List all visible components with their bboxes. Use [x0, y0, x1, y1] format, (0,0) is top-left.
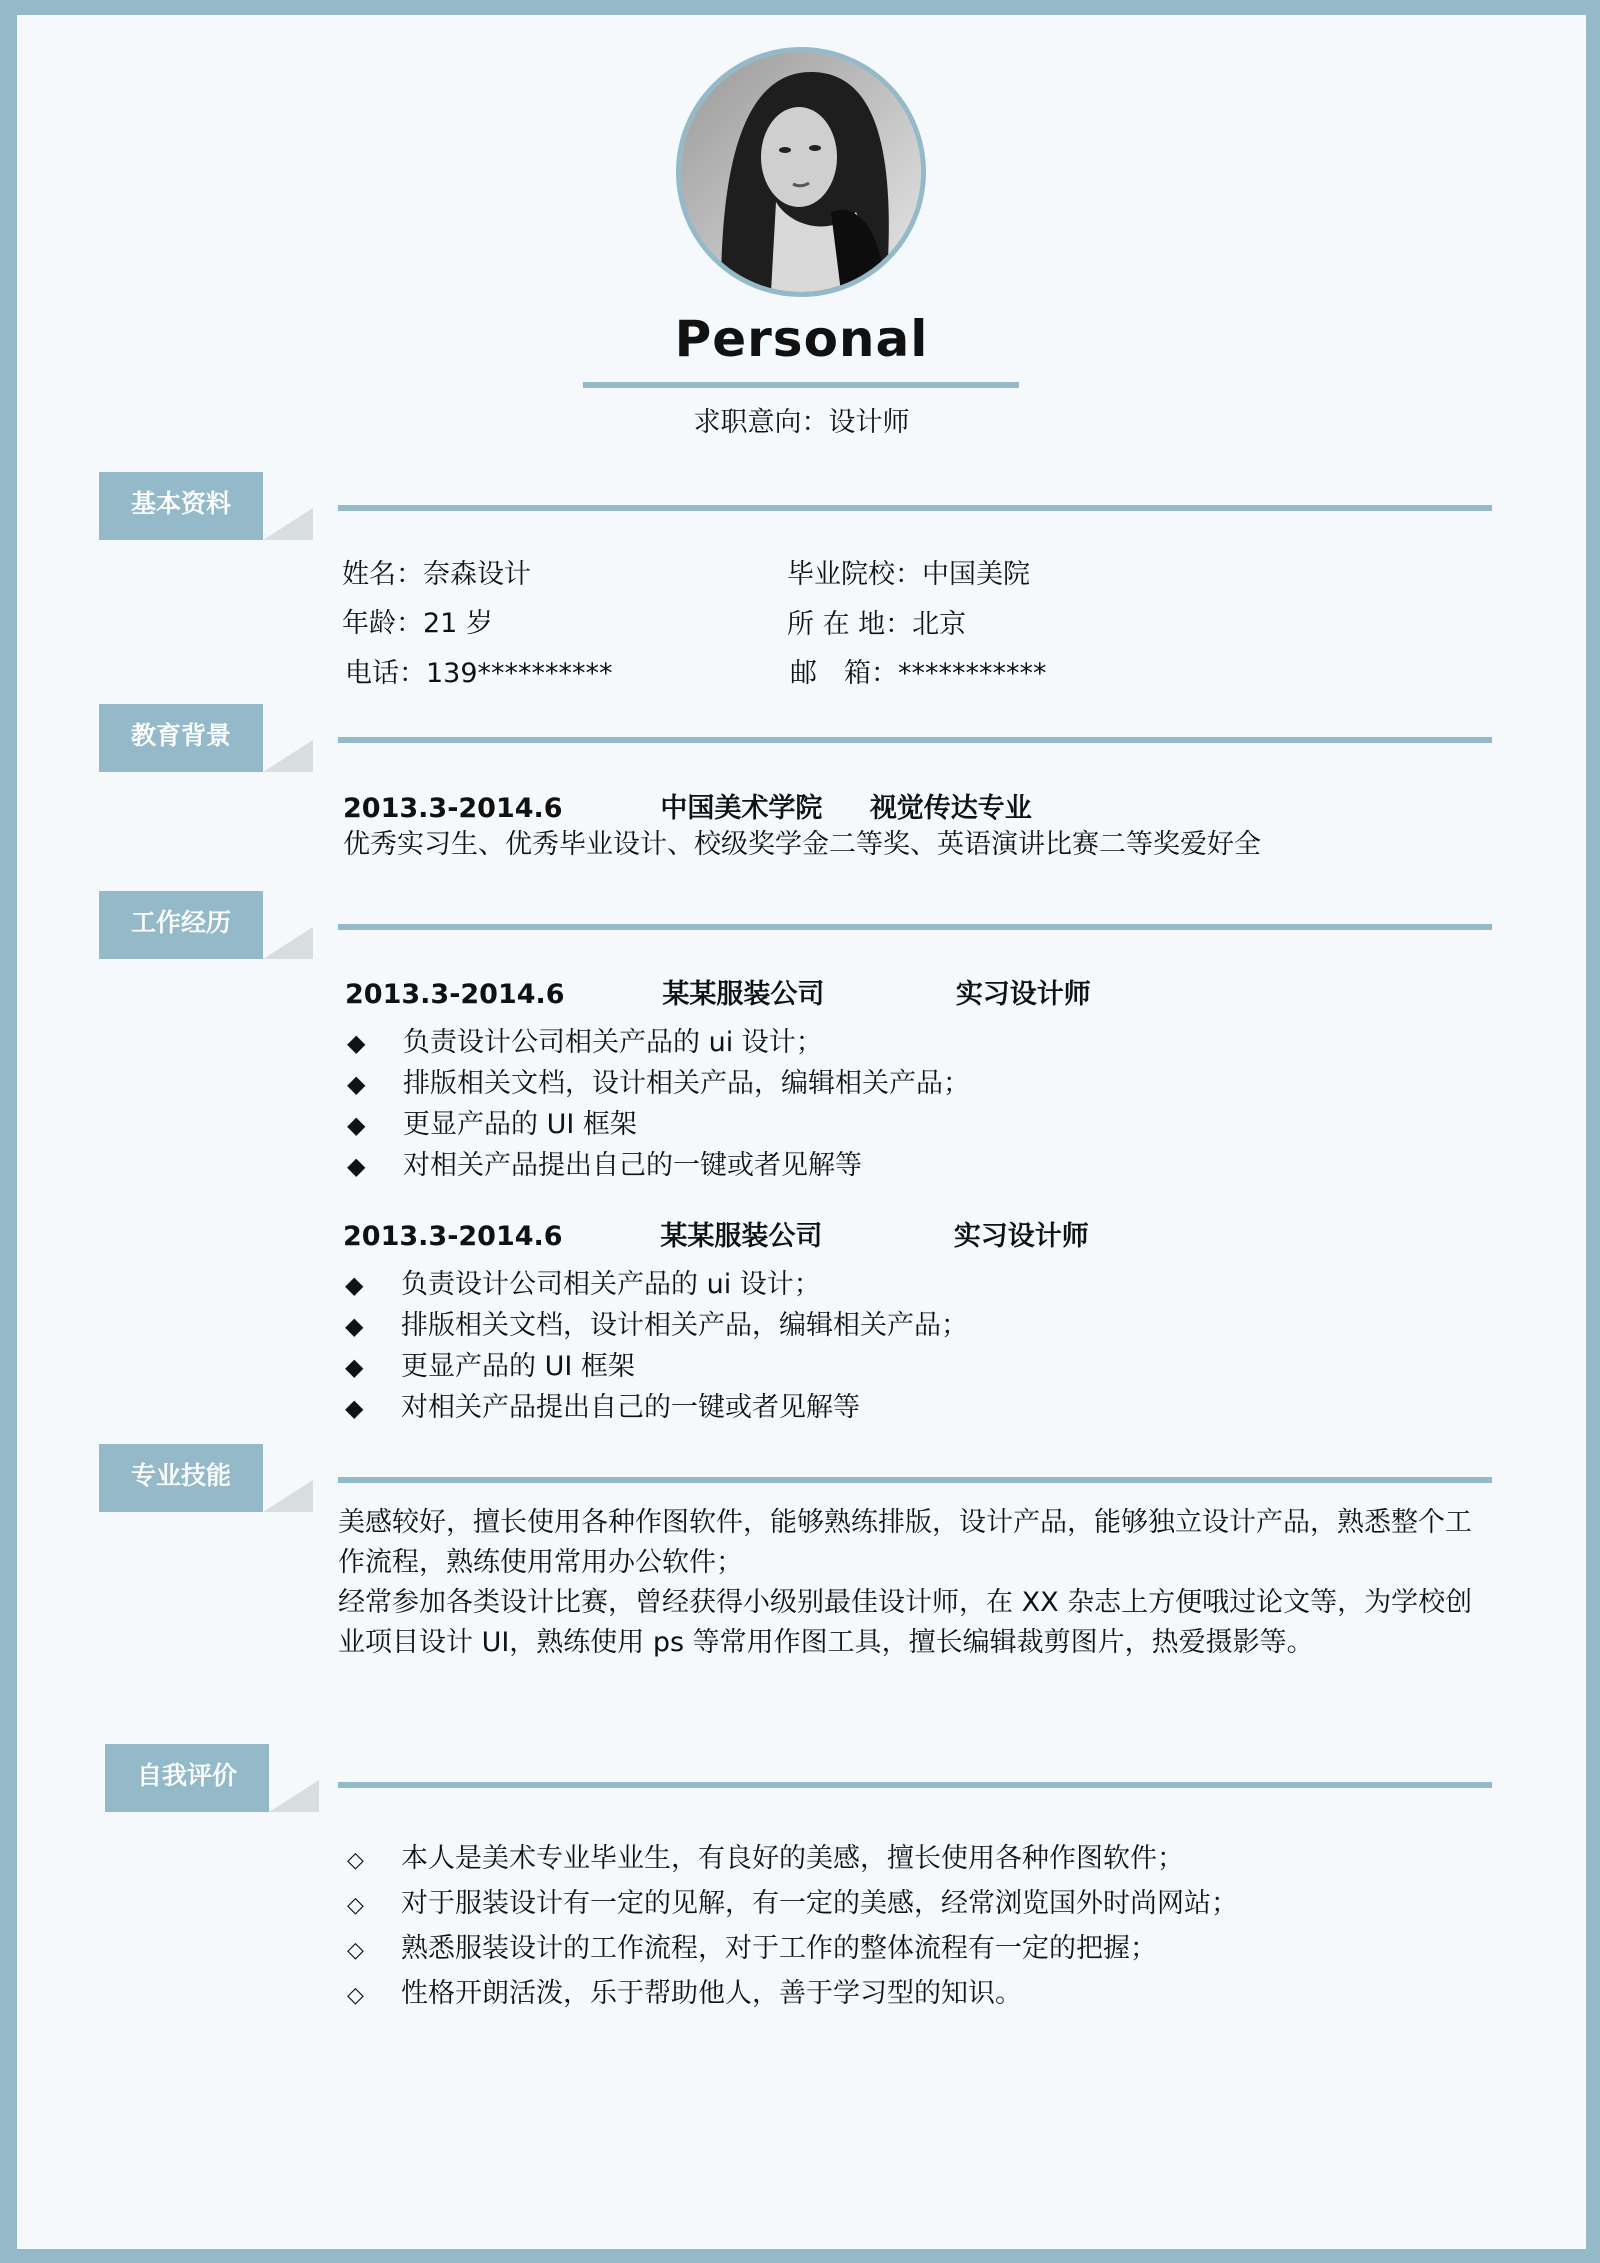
title-underline [583, 382, 1019, 388]
skills-paragraph: 美感较好，擅长使用各种作图软件，能够熟练排版，设计产品，能够独立设计产品，熟悉整个工作流程，熟练使用常用办公软件； [338, 1507, 1472, 1578]
list-item: ◇ 对于服装设计有一定的见解，有一定的美感，经常浏览国外时尚网站； [347, 1881, 1238, 1926]
hollow-diamond-bullet-icon: ◇ [347, 1893, 364, 1918]
list-item: ◆ 排版相关文档，设计相关产品，编辑相关产品； [347, 1063, 970, 1104]
list-item: ◇ 性格开朗活泼，乐于帮助他人，善于学习型的知识。 [347, 1971, 1238, 2016]
resume-name: Personal [674, 310, 929, 368]
work-period: 2013.3-2014.6 [343, 1221, 563, 1252]
diamond-bullet-icon: ◆ [347, 1029, 366, 1057]
diamond-bullet-icon: ◆ [347, 1152, 366, 1180]
info-age: 年龄：21 岁 [342, 608, 493, 639]
portrait-image [681, 52, 921, 292]
section-rule-basic [338, 505, 1492, 511]
list-item: ◇ 本人是美术专业毕业生，有良好的美感，擅长使用各种作图软件； [347, 1836, 1238, 1881]
info-phone: 电话：139********** [345, 658, 613, 689]
list-item: ◆ 负责设计公司相关产品的 ui 设计； [345, 1264, 968, 1305]
hollow-diamond-bullet-icon: ◇ [347, 1848, 364, 1873]
section-tab-work [99, 891, 263, 959]
list-item: ◆ 负责设计公司相关产品的 ui 设计； [347, 1022, 970, 1063]
diamond-bullet-icon: ◆ [347, 1111, 366, 1139]
work-duties-2 [345, 1264, 968, 1428]
work-company: 某某服装公司 [662, 979, 825, 1010]
diamond-bullet-icon: ◆ [345, 1312, 364, 1340]
section-tab-self [105, 1744, 269, 1812]
section-rule-work [338, 924, 1492, 930]
section-tab-education [99, 704, 263, 772]
list-item: ◆ 更显产品的 UI 框架 [345, 1346, 968, 1387]
work-role: 实习设计师 [953, 1221, 1089, 1252]
list-item: ◆ 更显产品的 UI 框架 [347, 1104, 970, 1145]
info-email: 邮 箱：*********** [790, 658, 1047, 689]
education-major: 视觉传达专业 [869, 793, 1032, 824]
diamond-bullet-icon: ◆ [345, 1353, 364, 1381]
section-rule-education [338, 737, 1492, 743]
skills-text [338, 1503, 1498, 1663]
work-company: 某某服装公司 [660, 1221, 823, 1252]
section-tab-basic [99, 472, 263, 540]
work-header-1 [345, 972, 1091, 1011]
profile-photo [676, 47, 926, 297]
education-header [343, 786, 1032, 825]
section-title-work: 工作经历 [130, 908, 231, 937]
list-item: ◆ 对相关产品提出自己的一键或者见解等 [347, 1145, 970, 1186]
list-item: ◇ 熟悉服装设计的工作流程，对于工作的整体流程有一定的把握； [347, 1926, 1238, 1971]
skills-paragraph: 经常参加各类设计比赛，曾经获得小级别最佳设计师，在 XX 杂志上方便哦过论文等，为学校创业项目设计 UI，熟练使用 ps 等常用作图工具，擅长编辑裁剪图片，热爱摄影等。 [338, 1587, 1473, 1658]
work-header-2 [343, 1214, 1089, 1253]
info-location: 所 在 地：北京 [787, 609, 967, 640]
diamond-bullet-icon: ◆ [347, 1070, 366, 1098]
work-role: 实习设计师 [955, 979, 1091, 1010]
education-school: 中国美术学院 [660, 793, 823, 824]
hollow-diamond-bullet-icon: ◇ [347, 1983, 364, 2008]
section-rule-self [338, 1782, 1492, 1788]
job-intent: 求职意向：设计师 [693, 407, 910, 438]
work-period: 2013.3-2014.6 [345, 979, 565, 1010]
self-evaluation-list [347, 1836, 1238, 2016]
resume-page [17, 15, 1586, 2249]
section-title-basic: 基本资料 [130, 489, 231, 518]
info-school: 毕业院校：中国美院 [787, 559, 1030, 590]
section-title-skills: 专业技能 [130, 1461, 231, 1490]
diamond-bullet-icon: ◆ [345, 1271, 364, 1299]
info-name: 姓名：奈森设计 [342, 559, 531, 590]
diamond-bullet-icon: ◆ [345, 1394, 364, 1422]
section-tab-skills [99, 1444, 263, 1512]
list-item: ◆ 对相关产品提出自己的一键或者见解等 [345, 1387, 968, 1428]
education-period: 2013.3-2014.6 [343, 793, 563, 824]
section-title-education: 教育背景 [130, 721, 231, 750]
hollow-diamond-bullet-icon: ◇ [347, 1938, 364, 1963]
section-rule-skills [338, 1477, 1492, 1483]
work-duties-1 [347, 1022, 970, 1186]
list-item: ◆ 排版相关文档，设计相关产品，编辑相关产品； [345, 1305, 968, 1346]
section-title-self: 自我评价 [136, 1761, 237, 1790]
education-description: 优秀实习生、优秀毕业设计、校级奖学金二等奖、英语演讲比赛二等奖爱好全 [343, 829, 1261, 860]
